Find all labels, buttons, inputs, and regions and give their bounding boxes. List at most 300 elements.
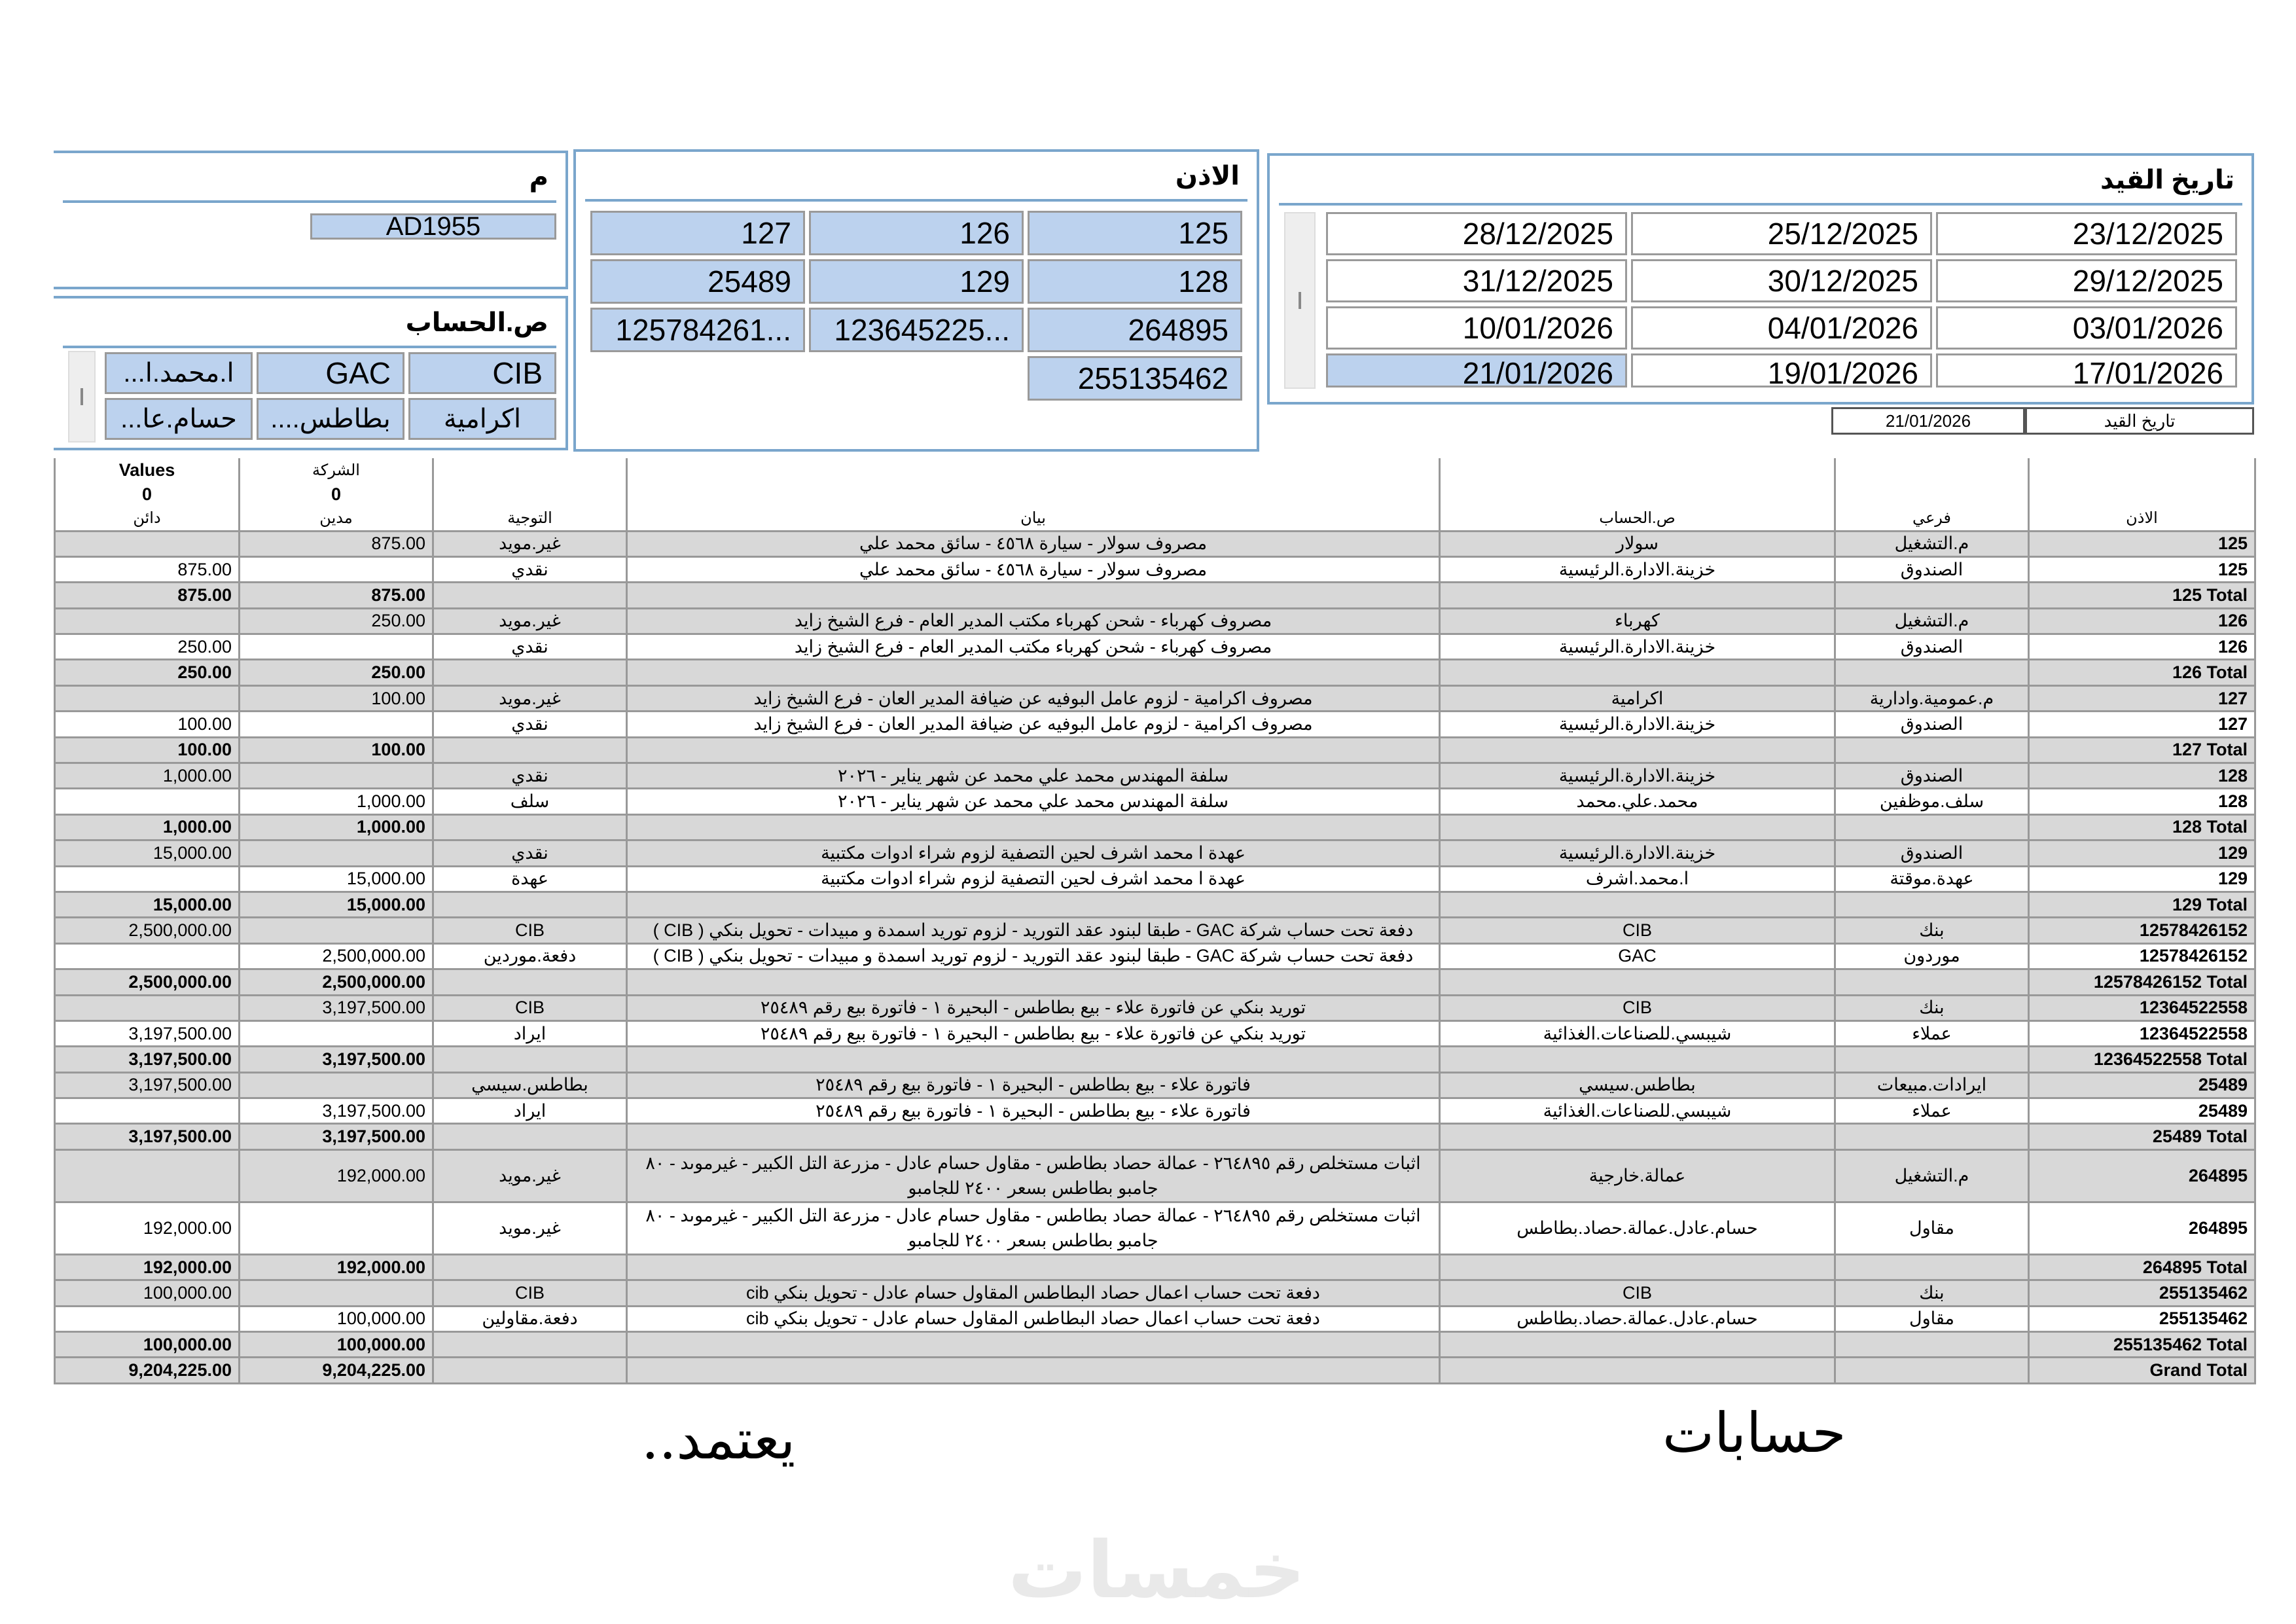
total-row (55, 969, 2255, 995)
cell-account: CIB (1440, 1280, 1835, 1306)
cell-debit: 2,500,000.00 (240, 969, 433, 995)
cell-account: CIB (1440, 918, 1835, 943)
column-header-voucher: الاذن (2029, 507, 2255, 531)
cell-sub: الصندوق (1835, 556, 2029, 582)
cell-direction: عهدة (433, 866, 627, 892)
cell-direction: غير.مويد (433, 685, 627, 711)
cell-debit: 100,000.00 (240, 1332, 433, 1358)
cell-description (627, 1047, 1440, 1072)
cell-sub (1835, 814, 2029, 840)
cell-voucher: 255135462 (2029, 1280, 2255, 1306)
cell-debit: 250.00 (240, 608, 433, 634)
cell-account: CIB (1440, 995, 1835, 1020)
cell-debit: 100.00 (240, 737, 433, 763)
column-header-sub: فرعي (1835, 507, 2029, 531)
cell-account (1440, 583, 1835, 608)
slicer-item-date[interactable]: 03/01/2026 (1936, 306, 2237, 350)
slicer-item-date[interactable]: 28/12/2025 (1326, 212, 1627, 255)
cell-voucher: 12364522558 (2029, 1020, 2255, 1046)
cell-sub (1835, 1047, 2029, 1072)
slicer-item-126[interactable]: 126 (809, 211, 1024, 255)
cell-voucher: 127 Total (2029, 737, 2255, 763)
cell-sub: بنك (1835, 1280, 2029, 1306)
cell-voucher: 128 (2029, 763, 2255, 789)
cell-sub: الصندوق (1835, 763, 2029, 789)
slicer-item-date[interactable]: 25/12/2025 (1631, 212, 1932, 255)
cell-debit (240, 1020, 433, 1046)
table-row (55, 918, 2255, 943)
cell-account: محمد.علي.محمد (1440, 789, 1835, 814)
slicer-title: ص.الحساب (405, 308, 548, 337)
slicer-divider (1279, 203, 2242, 206)
cell-debit: 192,000.00 (240, 1149, 433, 1202)
cell-direction: نقدي (433, 840, 627, 866)
table-row (55, 608, 2255, 634)
header-zero-debit: 0 (240, 482, 433, 507)
cell-debit (240, 1202, 433, 1254)
cell-description: دفعة تحت حساب اعمال حصاد البطاطس المقاول حسام عادل - تحويل بنكي cib (627, 1306, 1440, 1331)
slicer-title: م (529, 163, 548, 192)
slicer-title: الاذن (1175, 162, 1240, 190)
slicer-item-128[interactable]: 128 (1028, 259, 1242, 304)
cell-voucher: Grand Total (2029, 1358, 2255, 1383)
cell-account (1440, 1358, 1835, 1383)
cell-direction (433, 814, 627, 840)
cell-debit: 3,197,500.00 (240, 1047, 433, 1072)
cell-credit: 3,197,500.00 (55, 1124, 240, 1149)
cell-sub: عملاء (1835, 1098, 2029, 1124)
cell-credit: 100.00 (55, 737, 240, 763)
cell-description: توريد بنكي عن فاتورة علاء - بيع بطاطس - البحيرة ١ - فاتورة بيع رقم ٢٥٤٨٩ (627, 1020, 1440, 1046)
cell-account: سولار (1440, 531, 1835, 556)
total-row (55, 1047, 2255, 1072)
cell-description (627, 1358, 1440, 1383)
cell-account: شيبسي.للصناعات.الغذائية (1440, 1098, 1835, 1124)
cell-credit (55, 608, 240, 634)
cell-direction: غير.مويد (433, 1149, 627, 1202)
cell-debit (240, 763, 433, 789)
cell-credit: 100,000.00 (55, 1280, 240, 1306)
cell-credit: 2,500,000.00 (55, 918, 240, 943)
cell-account: خزينة.الادارة.الرئيسية (1440, 634, 1835, 660)
table-row (55, 634, 2255, 660)
cell-direction: سلف (433, 789, 627, 814)
cell-voucher: 125 (2029, 556, 2255, 582)
header-company: الشركة (240, 458, 433, 482)
cell-credit: 250.00 (55, 660, 240, 685)
cell-debit: 2,500,000.00 (240, 943, 433, 969)
cell-voucher: 128 (2029, 789, 2255, 814)
cell-direction (433, 1047, 627, 1072)
cell-sub (1835, 969, 2029, 995)
table-row (55, 556, 2255, 582)
cell-debit: 875.00 (240, 583, 433, 608)
slicer-item-125[interactable]: 125 (1028, 211, 1242, 255)
cell-account: اكرامية (1440, 685, 1835, 711)
cell-description: سلفة المهندس محمد علي محمد عن شهر يناير - ٢٠٢٦ (627, 763, 1440, 789)
cell-debit: 100,000.00 (240, 1306, 433, 1331)
table-row (55, 712, 2255, 737)
cell-description (627, 1124, 1440, 1149)
slicer-item-264895[interactable]: 264895 (1028, 308, 1242, 352)
slicer-divider (63, 200, 556, 203)
column-header-credit: دائن (55, 507, 240, 531)
cell-sub (1835, 737, 2029, 763)
cell-debit: 250.00 (240, 660, 433, 685)
cell-direction: دفعة.مقاولين (433, 1306, 627, 1331)
slicer-item-date[interactable]: 19/01/2026 (1631, 353, 1932, 388)
cell-direction (433, 583, 627, 608)
cell-sub: مقاول (1835, 1306, 2029, 1331)
cell-debit: 3,197,500.00 (240, 995, 433, 1020)
cell-debit (240, 556, 433, 582)
table-row (55, 1280, 2255, 1306)
table-row (55, 840, 2255, 866)
cell-voucher: 129 (2029, 866, 2255, 892)
signature-accounts: حسابات (1662, 1401, 1846, 1465)
column-header-debit: مدين (240, 507, 433, 531)
slicer-entry-date (1267, 153, 2254, 405)
table-row (55, 531, 2255, 556)
cell-account (1440, 814, 1835, 840)
cell-account: خزينة.الادارة.الرئيسية (1440, 840, 1835, 866)
cell-credit: 250.00 (55, 634, 240, 660)
cell-direction (433, 892, 627, 917)
cell-voucher: 127 (2029, 685, 2255, 711)
cell-direction (433, 1124, 627, 1149)
cell-debit (240, 1072, 433, 1098)
cell-debit: 1,000.00 (240, 814, 433, 840)
slicer-divider (63, 346, 556, 348)
cell-credit: 192,000.00 (55, 1254, 240, 1280)
signature-approved: يعتمد.. (641, 1407, 796, 1471)
slicer-account-code (54, 151, 568, 289)
header-zero-credit: 0 (55, 482, 240, 507)
cell-direction: غير.مويد (433, 1202, 627, 1254)
slicer-item-date-selected[interactable]: 21/01/2026 (1326, 353, 1627, 388)
cell-debit (240, 634, 433, 660)
cell-account: شيبسي.للصناعات.الغذائية (1440, 1020, 1835, 1046)
cell-sub: م.عمومية.وادارية (1835, 685, 2029, 711)
slicer-item-date[interactable]: 31/12/2025 (1326, 259, 1627, 302)
cell-description: عهدة ا محمد اشرف لحين التصفية لزوم شراء ادوات مكتبية (627, 840, 1440, 866)
cell-voucher: 12578426152 (2029, 943, 2255, 969)
cell-description: دفعة تحت حساب شركة GAC - طبقا لبنود عقد التوريد - لزوم توريد اسمدة و مبيدات - تحويل بنكي ( CIB ) (627, 918, 1440, 943)
cell-sub: موردون (1835, 943, 2029, 969)
cell-direction: CIB (433, 918, 627, 943)
cell-voucher: 25489 (2029, 1072, 2255, 1098)
header-row-zero (55, 482, 2255, 507)
cell-account (1440, 892, 1835, 917)
cell-credit: 15,000.00 (55, 892, 240, 917)
watermark-logo: خمسات (1008, 1526, 1306, 1614)
total-row (55, 737, 2255, 763)
cell-credit: 100,000.00 (55, 1332, 240, 1358)
header-row-values (55, 458, 2255, 482)
table-row (55, 1149, 2255, 1202)
cell-credit: 100.00 (55, 712, 240, 737)
total-row (55, 814, 2255, 840)
cell-direction (433, 1254, 627, 1280)
cell-description (627, 737, 1440, 763)
cell-description: عهدة ا محمد اشرف لحين التصفية لزوم شراء ادوات مكتبية (627, 866, 1440, 892)
cell-sub: م.التشغيل (1835, 531, 2029, 556)
cell-credit: 15,000.00 (55, 840, 240, 866)
cell-description: فاتورة علاء - بيع بطاطس - البحيرة ١ - فاتورة بيع رقم ٢٥٤٨٩ (627, 1098, 1440, 1124)
cell-voucher: 128 Total (2029, 814, 2255, 840)
cell-sub: عهدة.موقتة (1835, 866, 2029, 892)
cell-account: حسام.عادل.عمالة.حصاد.بطاطس (1440, 1306, 1835, 1331)
journal-pivot-table (54, 458, 2256, 1384)
cell-direction: ايراد (433, 1020, 627, 1046)
slicer-item-date[interactable]: 04/01/2026 (1631, 306, 1932, 350)
cell-direction: غير.مويد (433, 531, 627, 556)
cell-description: مصروف اكرامية - لزوم عامل البوفيه عن ضيافة المدير العان - فرع الشيخ زايد (627, 712, 1440, 737)
cell-credit (55, 789, 240, 814)
cell-voucher: 125 Total (2029, 583, 2255, 608)
cell-sub (1835, 1358, 2029, 1383)
slicer-scrollbar[interactable] (1284, 212, 1316, 389)
cell-voucher: 12578426152 (2029, 918, 2255, 943)
cell-account: خزينة.الادارة.الرئيسية (1440, 712, 1835, 737)
cell-direction (433, 660, 627, 685)
cell-credit (55, 1306, 240, 1331)
slicer-item-mohamed[interactable]: ا.محمد.ا... (105, 352, 253, 394)
cell-voucher: 129 (2029, 840, 2255, 866)
slicer-item-cib[interactable]: CIB (408, 352, 556, 394)
table-row (55, 1020, 2255, 1046)
total-row (55, 660, 2255, 685)
cell-voucher: 12364522558 Total (2029, 1047, 2255, 1072)
cell-debit (240, 1280, 433, 1306)
slicer-item-hossam[interactable]: حسام.عا... (105, 398, 253, 440)
cell-direction (433, 1358, 627, 1383)
cell-credit: 2,500,000.00 (55, 969, 240, 995)
cell-description: مصروف سولار - سيارة ٤٥٦٨ - سائق محمد علي (627, 556, 1440, 582)
total-row (55, 583, 2255, 608)
slicer-item-date[interactable]: 17/01/2026 (1936, 353, 2237, 388)
cell-direction (433, 969, 627, 995)
cell-sub: سلف.موظفين (1835, 789, 2029, 814)
cell-direction: نقدي (433, 763, 627, 789)
cell-sub: عملاء (1835, 1020, 2029, 1046)
cell-credit: 875.00 (55, 556, 240, 582)
cell-description (627, 814, 1440, 840)
cell-voucher: 126 (2029, 608, 2255, 634)
cell-voucher: 25489 (2029, 1098, 2255, 1124)
cell-credit: 192,000.00 (55, 1202, 240, 1254)
cell-account: خزينة.الادارة.الرئيسية (1440, 556, 1835, 582)
cell-voucher: 125 (2029, 531, 2255, 556)
column-header-description: بيان (627, 507, 1440, 531)
column-header-account: ص.الحساب (1440, 507, 1835, 531)
cell-credit: 3,197,500.00 (55, 1047, 240, 1072)
table-row (55, 789, 2255, 814)
cell-debit (240, 918, 433, 943)
cell-debit: 192,000.00 (240, 1254, 433, 1280)
cell-voucher: 126 (2029, 634, 2255, 660)
cell-description (627, 1254, 1440, 1280)
table-row (55, 763, 2255, 789)
cell-account (1440, 1124, 1835, 1149)
date-filter-value[interactable]: 21/01/2026 (1831, 407, 2025, 435)
slicer-item-ad1955[interactable]: AD1955 (310, 213, 556, 240)
slicer-item-125784261[interactable]: 125784261... (590, 308, 805, 352)
cell-debit: 875.00 (240, 531, 433, 556)
cell-credit (55, 685, 240, 711)
cell-debit (240, 840, 433, 866)
cell-description: توريد بنكي عن فاتورة علاء - بيع بطاطس - البحيرة ١ - فاتورة بيع رقم ٢٥٤٨٩ (627, 995, 1440, 1020)
slicer-item-gac[interactable]: GAC (257, 352, 404, 394)
cell-voucher: 12578426152 Total (2029, 969, 2255, 995)
cell-debit: 15,000.00 (240, 866, 433, 892)
column-header-direction: التوجية (433, 507, 627, 531)
table-row (55, 1306, 2255, 1331)
cell-account: حسام.عادل.عمالة.حصاد.بطاطس (1440, 1202, 1835, 1254)
cell-account: بطاطس.سيسي (1440, 1072, 1835, 1098)
cell-debit: 9,204,225.00 (240, 1358, 433, 1383)
cell-voucher: 264895 Total (2029, 1254, 2255, 1280)
cell-sub: الصندوق (1835, 712, 2029, 737)
total-row (55, 1124, 2255, 1149)
cell-description: اثبات مستخلص رقم ٢٦٤٨٩٥ - عمالة حصاد بطاطس - مقاول حسام عادل - مزرعة التل الكبير - غيرموىد - ٨٠ جامبو بطاطس بسعر ٢٤٠٠ للجامبو (627, 1202, 1440, 1254)
grand-total-row (55, 1358, 2255, 1383)
cell-sub (1835, 1332, 2029, 1358)
cell-voucher: 264895 (2029, 1149, 2255, 1202)
cell-voucher: 12364522558 (2029, 995, 2255, 1020)
slicer-title: تاريخ القيد (2100, 166, 2234, 194)
cell-voucher: 126 Total (2029, 660, 2255, 685)
cell-description: مصروف سولار - سيارة ٤٥٦٨ - سائق محمد علي (627, 531, 1440, 556)
slicer-item-127[interactable]: 127 (590, 211, 805, 255)
cell-account (1440, 1047, 1835, 1072)
cell-description: مصروف كهرباء - شحن كهرباء مكتب المدير العام - فرع الشيخ زايد (627, 634, 1440, 660)
cell-sub: مقاول (1835, 1202, 2029, 1254)
cell-description: سلفة المهندس محمد علي محمد عن شهر يناير - ٢٠٢٦ (627, 789, 1440, 814)
total-row (55, 1332, 2255, 1358)
cell-credit: 9,204,225.00 (55, 1358, 240, 1383)
slicer-voucher (573, 149, 1259, 452)
cell-account: GAC (1440, 943, 1835, 969)
cell-description: فاتورة علاء - بيع بطاطس - البحيرة ١ - فاتورة بيع رقم ٢٥٤٨٩ (627, 1072, 1440, 1098)
slicer-item-255135462[interactable]: 255135462 (1028, 356, 1242, 401)
slicer-item-date[interactable]: 29/12/2025 (1936, 259, 2237, 302)
slicer-item-date[interactable]: 10/01/2026 (1326, 306, 1627, 350)
cell-sub: الصندوق (1835, 840, 2029, 866)
slicer-item-25489[interactable]: 25489 (590, 259, 805, 304)
cell-voucher: 264895 (2029, 1202, 2255, 1254)
cell-direction: نقدي (433, 634, 627, 660)
table-row (55, 1072, 2255, 1098)
cell-direction: دفعة.موردين (433, 943, 627, 969)
cell-sub (1835, 583, 2029, 608)
slicer-item-ekramia[interactable]: اكرامية (408, 398, 556, 440)
cell-description: اثبات مستخلص رقم ٢٦٤٨٩٥ - عمالة حصاد بطاطس - مقاول حسام عادل - مزرعة التل الكبير - غيرموىد - ٨٠ جامبو بطاطس بسعر ٢٤٠٠ للجامبو (627, 1149, 1440, 1202)
cell-direction: CIB (433, 995, 627, 1020)
header-row-columns (55, 507, 2255, 531)
cell-account (1440, 737, 1835, 763)
table-row (55, 1202, 2255, 1254)
cell-direction: بطاطس.سيسي (433, 1072, 627, 1098)
cell-sub: الصندوق (1835, 634, 2029, 660)
cell-description: دفعة تحت حساب اعمال حصاد البطاطس المقاول حسام عادل - تحويل بنكي cib (627, 1280, 1440, 1306)
cell-account: كهرباء (1440, 608, 1835, 634)
cell-debit: 100.00 (240, 685, 433, 711)
total-row (55, 1254, 2255, 1280)
header-values: Values (55, 458, 240, 482)
cell-sub (1835, 892, 2029, 917)
slicer-divider (585, 199, 1247, 202)
cell-voucher: 129 Total (2029, 892, 2255, 917)
cell-debit: 3,197,500.00 (240, 1124, 433, 1149)
slicer-scrollbar[interactable] (68, 351, 96, 442)
cell-account: خزينة.الادارة.الرئيسية (1440, 763, 1835, 789)
table-row (55, 866, 2255, 892)
cell-direction: CIB (433, 1280, 627, 1306)
cell-sub: بنك (1835, 918, 2029, 943)
cell-sub: م.التشغيل (1835, 608, 2029, 634)
cell-direction (433, 1332, 627, 1358)
cell-sub: ايرادات.مبيعات (1835, 1072, 2029, 1098)
cell-debit: 15,000.00 (240, 892, 433, 917)
cell-credit: 1,000.00 (55, 814, 240, 840)
cell-credit (55, 1149, 240, 1202)
cell-voucher: 25489 Total (2029, 1124, 2255, 1149)
cell-description (627, 1332, 1440, 1358)
slicer-item-date[interactable]: 23/12/2025 (1936, 212, 2237, 255)
cell-credit: 875.00 (55, 583, 240, 608)
cell-description: دفعة تحت حساب شركة GAC - طبقا لبنود عقد التوريد - لزوم توريد اسمدة و مبيدات - تحويل بنكي ( CIB ) (627, 943, 1440, 969)
cell-direction: ايراد (433, 1098, 627, 1124)
cell-debit: 1,000.00 (240, 789, 433, 814)
cell-description: مصروف كهرباء - شحن كهرباء مكتب المدير العام - فرع الشيخ زايد (627, 608, 1440, 634)
cell-voucher: 255135462 Total (2029, 1332, 2255, 1358)
cell-direction: نقدي (433, 712, 627, 737)
slicer-item-129[interactable]: 129 (809, 259, 1024, 304)
slicer-item-date[interactable]: 30/12/2025 (1631, 259, 1932, 302)
cell-debit (240, 712, 433, 737)
slicer-account (54, 296, 568, 450)
cell-description (627, 969, 1440, 995)
cell-credit (55, 943, 240, 969)
cell-sub: بنك (1835, 995, 2029, 1020)
cell-account (1440, 1332, 1835, 1358)
cell-sub (1835, 1254, 2029, 1280)
cell-credit: 3,197,500.00 (55, 1072, 240, 1098)
cell-account: عمالة.خارجية (1440, 1149, 1835, 1202)
cell-description (627, 583, 1440, 608)
cell-account: ا.محمد.اشرف (1440, 866, 1835, 892)
table-row (55, 685, 2255, 711)
cell-direction: نقدي (433, 556, 627, 582)
table-row (55, 995, 2255, 1020)
cell-voucher: 127 (2029, 712, 2255, 737)
cell-debit: 3,197,500.00 (240, 1098, 433, 1124)
cell-sub (1835, 660, 2029, 685)
cell-direction (433, 737, 627, 763)
cell-credit (55, 1098, 240, 1124)
slicer-item-123645225[interactable]: 123645225... (809, 308, 1024, 352)
cell-sub: م.التشغيل (1835, 1149, 2029, 1202)
cell-account (1440, 969, 1835, 995)
total-row (55, 892, 2255, 917)
table-row (55, 1098, 2255, 1124)
cell-account (1440, 1254, 1835, 1280)
slicer-item-potatoes[interactable]: بطاطس.... (257, 398, 404, 440)
cell-description: مصروف اكرامية - لزوم عامل البوفيه عن ضيافة المدير العان - فرع الشيخ زايد (627, 685, 1440, 711)
cell-sub (1835, 1124, 2029, 1149)
cell-account (1440, 660, 1835, 685)
